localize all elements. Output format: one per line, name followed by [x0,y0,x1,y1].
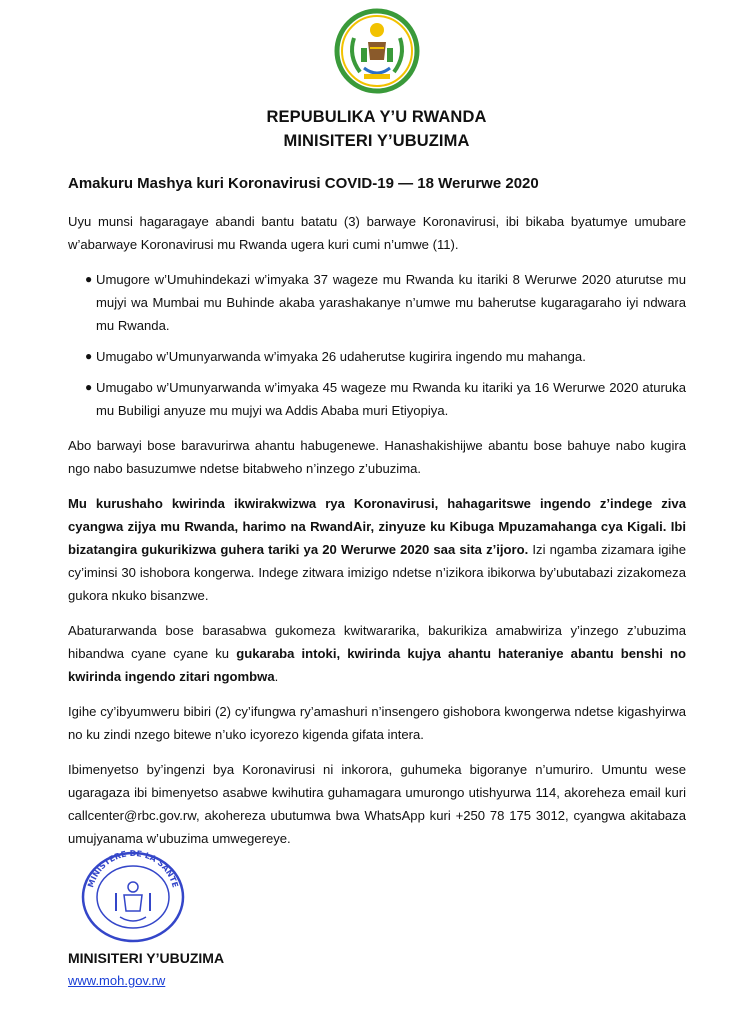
flights-bold-text: Mu kurushaho kwirinda ikwirakwizwa rya Koronavirusi, hahagaritswe ingendo z’indege ziva cyangwa zijya mu Rwanda, harimo na RwandAir, zinyuze ku Kibuga Mpuzamahanga cya Kigali. Ibi bizatangira gukurikizwa guhera tariki ya 20 Werurwe 2020 saa sita z’ijoro. [68,496,686,557]
signature-ministry-name: MINISITERI Y’UBUZIMA [68,950,225,966]
flights-normal-text: Izi ngamba zizamara igihe cy’iminsi 30 ishobora kongerwa. Indege zitwara imizigo ndetse n’izikora ibikorwa by’ubutabazi zizakomeza gukora nkuko bisanzwe. [68,542,686,603]
list-item [68,376,686,422]
schools-paragraph: Igihe cy’ibyumweru bibiri (2) cy’ifungwa ry’amashuri n’insengero gishobora kwongerwa ndetse kigashyirwa no ku zindi nzego bitewe n’uko icyorezo kigenda gifata intera. [68,704,686,742]
rwanda-coat-of-arms-emblem [334,8,420,94]
case-text: Umugore w’Umuhindekazi w’imyaka 37 wageze mu Rwanda ku itariki 8 Werurwe 2020 aturutse mu mujyi wa Mumbai mu Buhinde akaba yarashakanye n’umwe mu baherutse kugaragaraho iyi ndwara mu Rwanda. [96,272,686,333]
stamp-text: MINISTERE DE LA SANTE [86,848,180,889]
document-title: Amakuru Mashya kuri Koronavirusi COVID-19 — 18 Werurwe 2020 [68,175,539,192]
case-text: Umugabo w’Umunyarwanda w’imyaka 26 udaherutse kugirira ingendo mu mahanga. [96,349,586,364]
flights-paragraph [68,492,686,607]
advice-end-text: . [274,669,279,684]
intro-paragraph: Uyu munsi hagaragaye abandi bantu batatu (3) barwaye Koronavirusi, ibi bikaba byatumye umubare w’abarwaye Koronavirusi mu Rwanda ugera kuri cumi n’umwe (11). [68,214,686,252]
bullet-icon: ● [85,272,93,286]
isolation-paragraph: Abo barwayi bose baravurirwa ahantu habugenewe. Hanashakishijwe abantu bose bahuye nabo kugira ngo nabo basuzumwe ndetse bitabweho n’inzego z’ubuzima. [68,438,686,476]
ministry-heading: MINISITERI Y’UBUZIMA [283,132,470,150]
list-item [68,268,686,337]
symptoms-paragraph: Ibimenyetso by’ingenzi bya Koronavirusi ni inkorora, guhumeka bigoranye n’umuriro. Umuntu wese ugaragaza ibi bimenyetso asabwe kwihutira guhamagara umurongo utishyurwa 114, akoreheza email kuri callcenter@rbc.gov.rw, akohereza ubutumwa bwa WhatsApp kuri +250 78 175 3012, cyangwa akitabaza umujyanama w’ubuzima umwegereye. [68,762,686,846]
list-item [68,345,686,368]
advice-paragraph [68,619,686,688]
ministry-website-link[interactable]: www.moh.gov.rw [68,973,166,988]
country-heading: REPUBULIKA Y’U RWANDA [266,108,487,126]
case-text: Umugabo w’Umunyarwanda w’imyaka 45 wageze mu Rwanda ku itariki ya 16 Werurwe 2020 aturuka mu Bubiligi anyuze mu mujyi wa Addis Ababa muri Etiyopiya. [96,380,686,418]
document-body [68,210,686,862]
bullet-icon: ● [85,349,93,363]
bullet-icon: ● [85,380,93,394]
advice-bold-text: gukaraba intoki, kwirinda kujya ahantu hateraniye abantu benshi no kwirinda ingendo zitari ngombwa [68,646,686,684]
ministry-stamp-icon [78,845,188,943]
cases-list [68,268,686,422]
advice-normal-text: Abaturarwanda bose barasabwa gukomeza kwitwararika, bakurikiza amabwiriza y’inzego z’ubuzima hibandwa cyane cyane ku [68,623,686,661]
